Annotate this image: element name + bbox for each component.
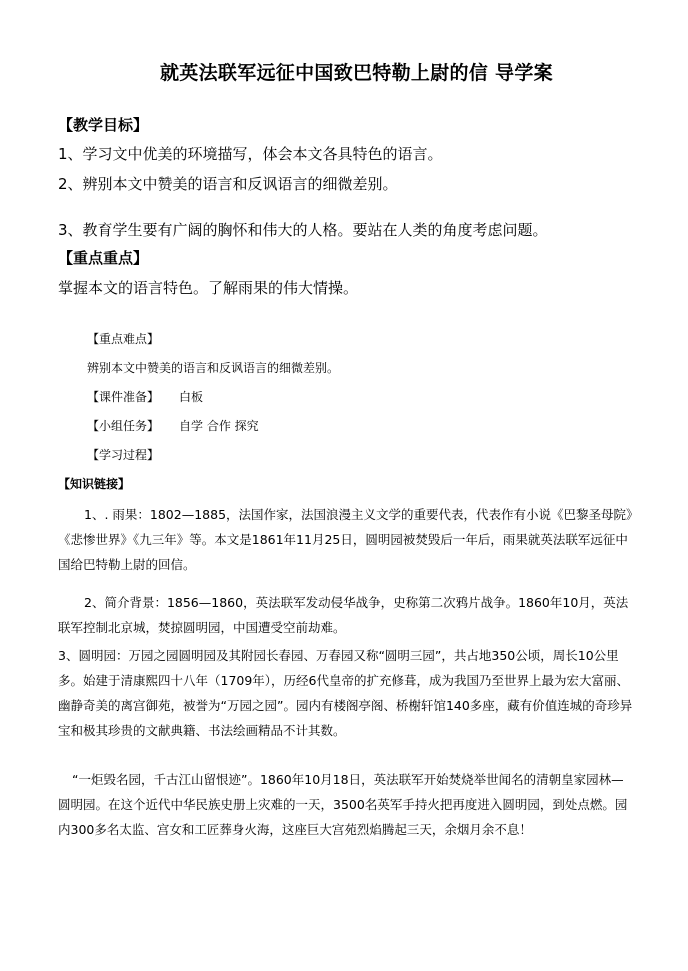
document-title: 就英法联军远征中国致巴特勒上尉的信 导学案	[160, 62, 553, 84]
teaching-goal-3: 3、教育学生要有广阔的胸怀和伟大的人格。要站在人类的角度考虑问题。	[58, 221, 548, 239]
materials-row	[87, 388, 203, 405]
knowledge-paragraph-hugo: 1、. 雨果：1802—1885，法国作家，法国浪漫主义文学的重要代表，代表作有小说《巴黎圣母院》《悲惨世界》《九三年》等。本文是1861年11月25日，圆明园被焚毁后一年后，雨果就英法联军远征中国给巴特勒上尉的回信。	[58, 507, 633, 572]
knowledge-heading: 【知识链接】	[58, 477, 131, 491]
knowledge-paragraph-burning: “一炬毁名园，千古江山留恨迹”。1860年10月18日，英法联军开始焚烧举世闻名的清朝皇家园林—圆明园。在这个近代中华民族史册上灾难的一天，3500名英军手持火把再度进入圆明园，到处点燃。园内300多名太监、宫女和工匠葬身火海，这座巨大宫苑烈焰腾起三天，余烟月余不息！	[58, 772, 628, 837]
group-tasks-value: 自学 合作 探究	[179, 419, 259, 433]
teaching-goal-2: 2、辨别本文中赞美的语言和反讽语言的细微差别。	[58, 175, 398, 193]
difficulties-heading: 【重点难点】	[87, 332, 160, 346]
knowledge-paragraph-background: 2、简介背景：1856—1860，英法联军发动侵华战争，史称第二次鸦片战争。1860年10月，英法联军控制北京城，焚掠圆明园，中国遭受空前劫难。	[58, 595, 629, 635]
teaching-goals-heading: 【教学目标】	[58, 116, 149, 134]
materials-label: 【课件准备】	[87, 390, 160, 404]
materials-value: 白板	[179, 390, 204, 404]
key-points-heading: 【重点重点】	[58, 249, 149, 267]
knowledge-paragraph-yuanmingyuan: 3、圆明园：万园之园圆明园及其附园长春园、万春园又称“圆明三园”，共占地350公顷，周长10公里多。始建于清康熙四十八年（1709年），历经6代皇帝的扩充修葺，成为我国乃至世界上最为宏大富丽、幽静奇美的离宫御苑，被誉为“万园之园”。园内有楼阁亭阁、桥榭轩馆140多座，藏有价值连城的奇珍异宝和极其珍贵的文献典籍、书法绘画精品不计其数。	[58, 648, 633, 738]
key-points-text: 掌握本文的语言特色。了解雨果的伟大情操。	[58, 279, 359, 297]
difficulties-text: 辨别本文中赞美的语言和反讽语言的细微差别。	[87, 361, 340, 375]
group-tasks-row	[87, 417, 259, 434]
group-tasks-label: 【小组任务】	[87, 419, 160, 433]
process-heading: 【学习过程】	[87, 448, 160, 462]
teaching-goal-1: 1、学习文中优美的环境描写，体会本文各具特色的语言。	[58, 145, 443, 163]
